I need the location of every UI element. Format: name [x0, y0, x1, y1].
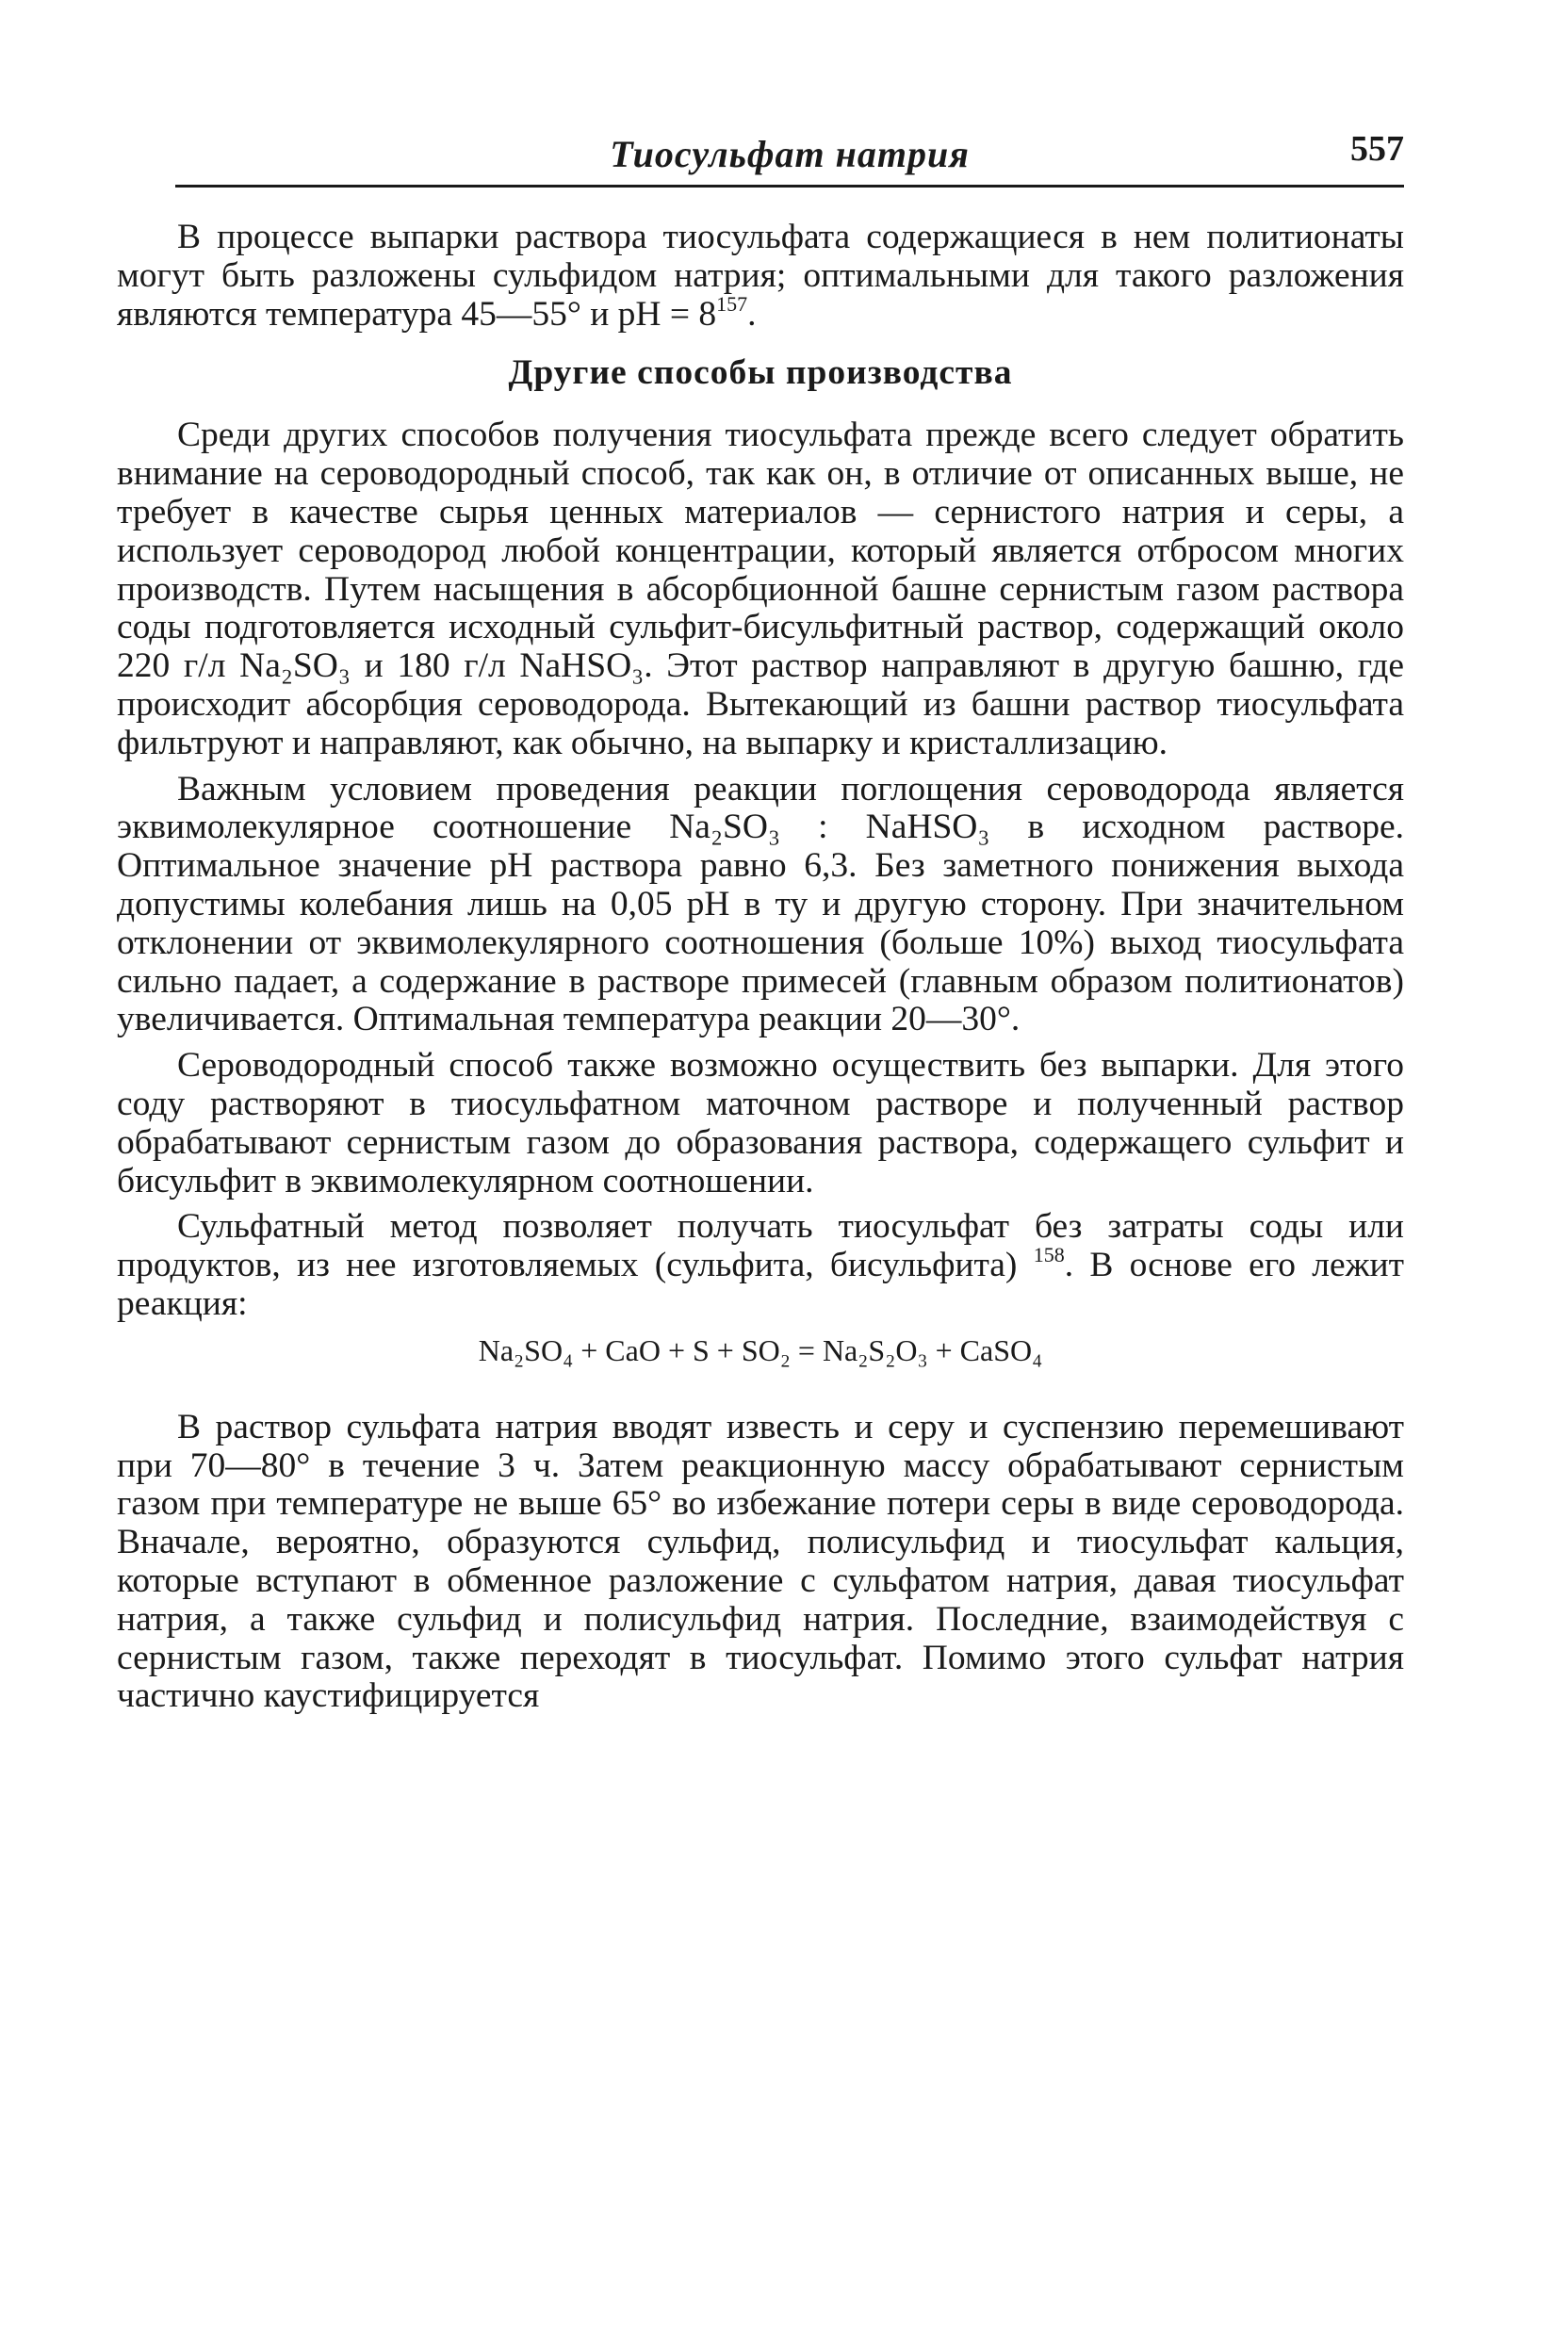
header-rule: [175, 185, 1404, 188]
running-head: [175, 122, 1404, 179]
paragraph-5: В раствор сульфата натрия вводят известь и серу и суспензию перемешивают при 70—80° в течение 3 ч. Затем реакционную массу обрабатывают сернистым газом при температуре не выше 65° во избежание потери серы в виде сероводорода. Вначале, вероятно, образуются сульфид, полисульфид и тиосульфат кальция, которые вступают в обменное разложение с сульфатом натрия, давая тиосульфат натрия, а также сульфид и полисульфид натрия. Последние, взаимодействуя с сернистым газом, также переходят в тиосульфат. Помимо этого сульфат натрия частично каустифицируется: [117, 1407, 1404, 1716]
running-title: Тиосульфат натрия: [610, 133, 970, 175]
paragraph-4-end: . В основе его лежит реакция:: [117, 1246, 1405, 1323]
section-heading: Другие способы производства: [508, 353, 1013, 393]
paragraph-1: Среди других способов получения тиосульфата прежде всего следует обратить внимание на сероводородный способ, так как он, в отличие от описанных выше, не требует в качестве сырья ценных материалов — сернистого натрия и серы, а использует сероводород любой концентрации, который является отбросом многих производств. Путем насыщения в абсорбционной башне сернистым газом раствора соды подготовляется исходный сульфит-бисульфитный раствор, содержащий около 220 г/л Na₂SO₃ и 180 г/л NaHSO₃. Этот раствор направляют в другую башню, где происходит абсорбция сероводорода. Вытекающий из башни раствор тиосульфата фильтруют и направляют, как обычно, на выпарку и кристаллизацию.: [117, 416, 1404, 762]
paragraph-2: Важным условием проведения реакции поглощения сероводорода является эквимолекулярное соотношение Na₂SO₃ : NaHSO₃ в исходном растворе. Оптимальное значение рН раствора равно 6,3. Без заметного понижения выхода допустимы колебания лишь на 0,05 рН в ту и другую сторону. При значительном отклонении от эквимолекулярного соотношения (больше 10%) выход тиосульфата сильно падает, а содержание в растворе примесей (главным образом политионатов) увеличивается. Оптимальная температура реакции 20—30°.: [117, 769, 1404, 1039]
reference-157: 157: [716, 291, 748, 316]
paragraph-4: [117, 1208, 1404, 1323]
page-number: 557: [1350, 129, 1404, 169]
paragraph-intro-end: .: [747, 294, 757, 334]
paragraph-3: Сероводородный способ также возможно осуществить без выпарки. Для этого соду растворяют в тиосульфатном маточном растворе и полученный раствор обрабатывают сернистым газом до образования раствора, содержащего сульфит и бисульфит в эквимолекулярном соотношении.: [117, 1046, 1404, 1200]
body-text: [117, 219, 1404, 1716]
reference-158: 158: [1033, 1243, 1065, 1267]
paragraph-4-text: Сульфатный метод позволяет получать тиосульфат без затраты соды или продуктов, из нее изготовляемых (сульфита, бисульфита): [117, 1207, 1404, 1285]
paragraph-intro: [117, 219, 1404, 334]
reaction-equation: Na₂SO₄ + CaO + S + SO₂ = Na₂S₂O₃ + CaSO₄: [478, 1332, 1043, 1367]
paragraph-intro-text: В процессе выпарки раствора тиосульфата содержащиеся в нем политионаты могут быть разложены сульфидом натрия; оптимальными для такого разложения являются температура 45—55° и рН = 8: [117, 218, 1404, 334]
